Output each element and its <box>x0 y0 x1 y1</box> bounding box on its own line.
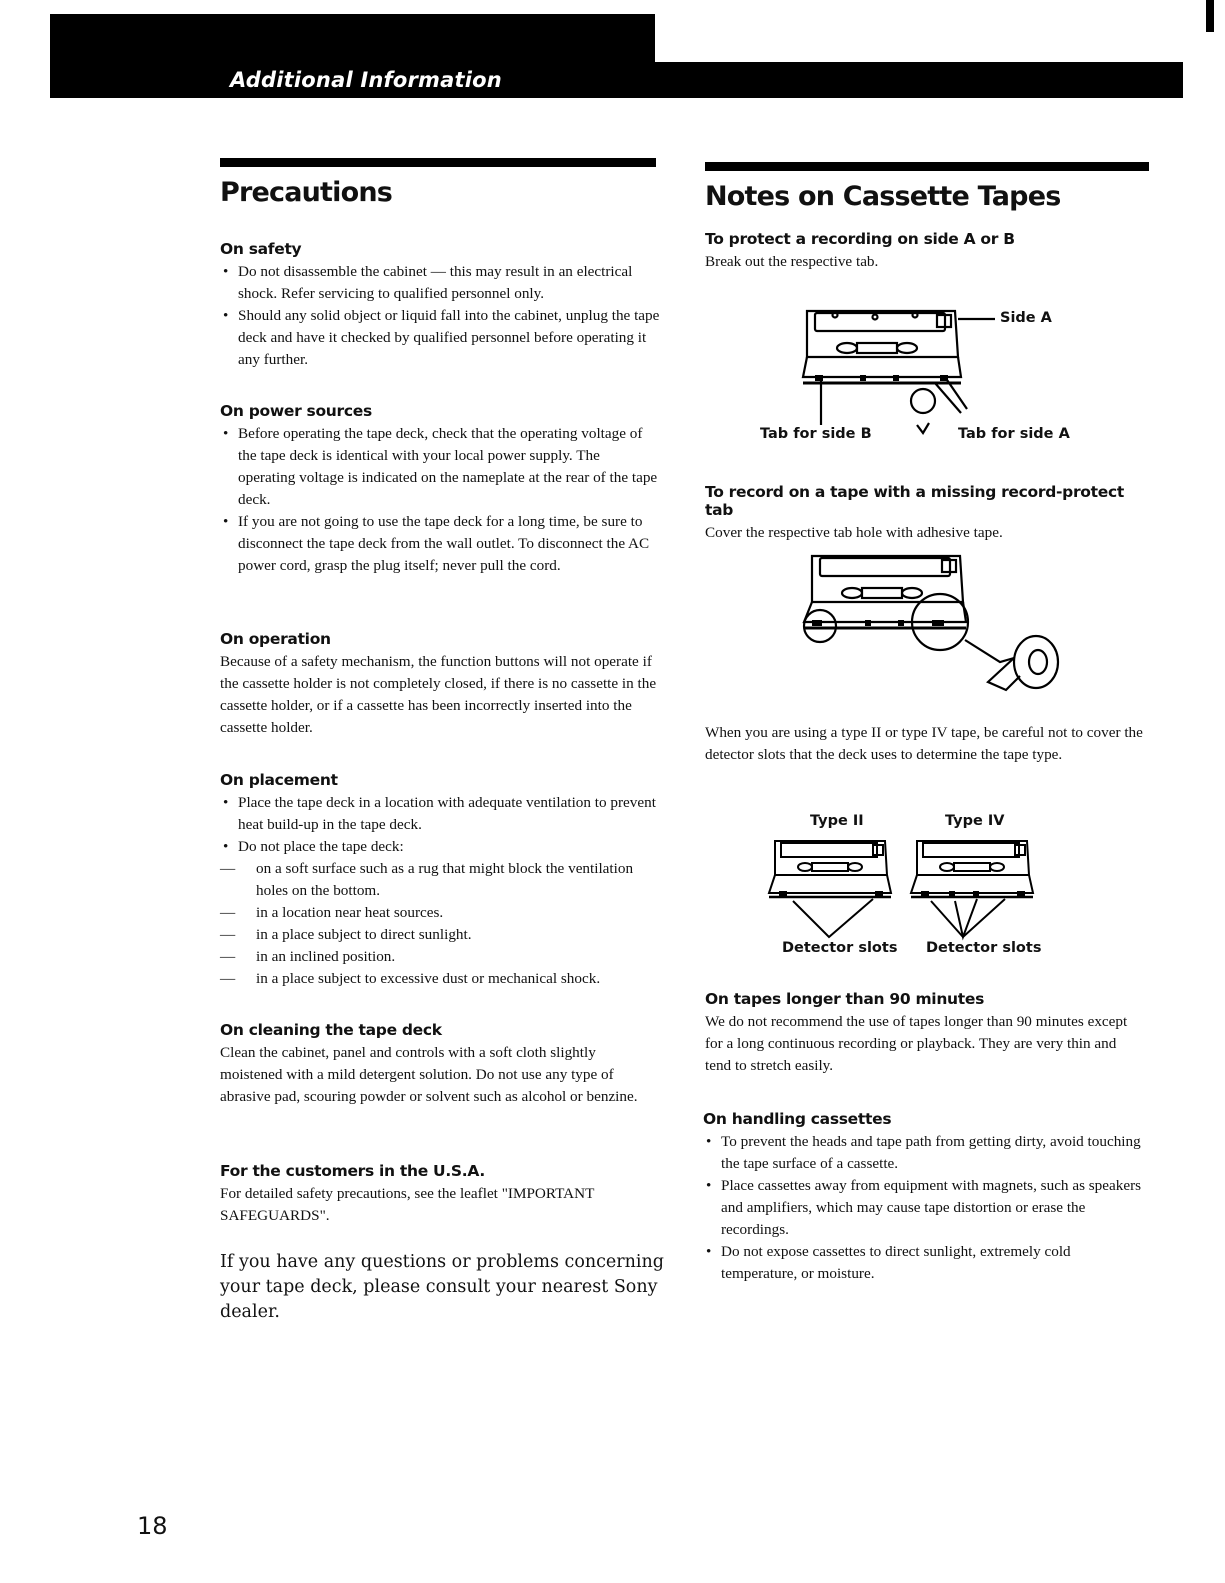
longer-tapes-heading: On tapes longer than 90 minutes <box>705 990 985 1008</box>
usa-section <box>220 1162 660 1227</box>
handling-heading: On handling cassettes <box>703 1110 892 1128</box>
on-cleaning-text: Clean the cabinet, panel and controls with a soft cloth slightly moistened with a mild detergent solution. Do not use any type of abrasive pad, scouring powder or solvent such as alcohol or benzine. <box>220 1044 638 1105</box>
cassette-tab-figure <box>795 305 1075 445</box>
left-column <box>220 158 656 208</box>
on-cleaning-heading: On cleaning the tape deck <box>220 1021 442 1039</box>
longer-tapes-text: We do not recommend the use of tapes longer than 90 minutes except for a long continuous recording or playback. They are very thin and tend to stretch easily. <box>705 1013 1128 1074</box>
label-tab-side-b: Tab for side B <box>760 426 872 442</box>
on-operation-text: Because of a safety mechanism, the function buttons will not operate if the cassette holder is not completely closed, if there is no cassette in the cassette holder, or if a cassette has been incorrectly inserted into the cassette holder. <box>220 653 657 736</box>
closing-note <box>220 1250 670 1325</box>
on-power-section <box>220 402 660 577</box>
page-number: 18 <box>137 1512 168 1540</box>
notes-title: Notes on Cassette Tapes <box>705 181 1061 212</box>
section-title: Additional Information <box>230 68 502 92</box>
protect-section <box>705 230 1155 273</box>
sub-list-item: — in a place subject to direct sunlight. <box>220 924 660 946</box>
sub-list-item: — on a soft surface such as a rug that might block the ventilation holes on the bottom. <box>220 858 660 902</box>
title-rule <box>220 158 656 167</box>
on-placement-heading: On placement <box>220 771 338 789</box>
header-band-top <box>50 14 655 64</box>
protect-heading: To protect a recording on side A or B <box>705 230 1015 248</box>
list-item: • If you are not going to use the tape deck for a long time, be sure to disconnect the tape deck from the wall outlet. To disconnect the AC power cord, grasp the plug itself; never pull the cord. <box>220 511 660 577</box>
on-placement-section <box>220 771 660 990</box>
list-item: • Do not expose cassettes to direct sunlight, extremely cold temperature, or moisture. <box>703 1241 1148 1285</box>
list-item: • Place cassettes away from equipment with magnets, such as speakers and amplifiers, which may cause tape distortion or erase the recordings. <box>703 1175 1148 1241</box>
sub-list-item: — in a place subject to excessive dust or mechanical shock. <box>220 968 660 990</box>
longer-tapes-section <box>705 990 1145 1077</box>
right-column <box>705 162 1149 212</box>
protect-text: Break out the respective tab. <box>705 253 879 270</box>
on-power-heading: On power sources <box>220 402 372 420</box>
type-note-section <box>705 722 1145 766</box>
missing-tab-heading: To record on a tape with a missing record-protect tab <box>705 483 1124 519</box>
on-safety-heading: On safety <box>220 240 302 258</box>
closing-text: If you have any questions or problems concerning your tape deck, please consult your nearest Sony dealer. <box>220 1252 664 1322</box>
list-item: • To prevent the heads and tape path from getting dirty, avoid touching the tape surface of a cassette. <box>703 1131 1148 1175</box>
label-type-iv: Type IV <box>945 813 1005 829</box>
list-item-text: Do not place the tape deck: <box>238 838 404 855</box>
list-item: • Place the tape deck in a location with adequate ventilation to prevent heat build-up in the tape deck. <box>220 792 660 836</box>
sub-list-item: — in an inclined position. <box>220 946 660 968</box>
label-detector-slots-iv: Detector slots <box>926 940 1042 956</box>
title-rule <box>705 162 1149 171</box>
list-item <box>220 836 660 990</box>
on-safety-section <box>220 240 660 371</box>
header-band <box>50 62 1183 98</box>
on-operation-section <box>220 630 660 739</box>
usa-text: For detailed safety precautions, see the leaflet "IMPORTANT SAFEGUARDS". <box>220 1185 595 1224</box>
list-item: • Do not disassemble the cabinet — this may result in an electrical shock. Refer servicing to qualified personnel only. <box>220 261 660 305</box>
label-side-a: Side A <box>1000 310 1052 326</box>
list-item: • Before operating the tape deck, check that the operating voltage of the tape deck is identical with your local power supply. The operating voltage is indicated on the nameplate at the rear of the tape deck. <box>220 423 660 511</box>
handling-section <box>703 1110 1148 1285</box>
type-note-text: When you are using a type II or type IV tape, be careful not to cover the detector slots that the deck uses to determine the tape type. <box>705 724 1143 763</box>
missing-tab-text: Cover the respective tab hole with adhesive tape. <box>705 524 1003 541</box>
label-type-ii: Type II <box>810 813 864 829</box>
label-detector-slots-ii: Detector slots <box>782 940 898 956</box>
page-edge-mark <box>1206 0 1214 32</box>
label-tab-side-a: Tab for side A <box>958 426 1070 442</box>
adhesive-tape-figure <box>800 550 1070 700</box>
sub-list-item: — in a location near heat sources. <box>220 902 660 924</box>
list-item: • Should any solid object or liquid fall into the cabinet, unplug the tape deck and have it checked by qualified personnel before operating it any further. <box>220 305 660 371</box>
type-ii-iv-figure <box>765 835 1045 940</box>
precautions-title: Precautions <box>220 177 393 208</box>
on-cleaning-section <box>220 1021 660 1108</box>
on-operation-heading: On operation <box>220 630 331 648</box>
missing-tab-section <box>705 483 1155 544</box>
usa-heading: For the customers in the U.S.A. <box>220 1162 485 1180</box>
